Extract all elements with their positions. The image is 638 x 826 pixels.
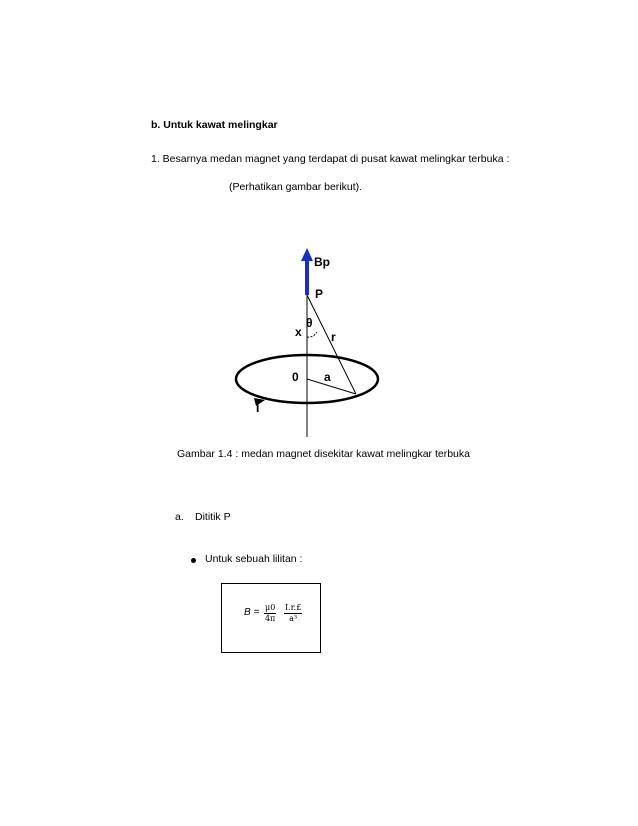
fraction-2-denominator: a³ xyxy=(289,614,298,623)
formula-fraction-2 xyxy=(284,603,302,624)
label-bp: Bp xyxy=(314,255,330,269)
label-p: P xyxy=(315,287,324,301)
fraction-1-numerator: μ0 xyxy=(265,603,276,612)
label-theta: θ xyxy=(306,316,313,330)
r-line xyxy=(307,295,356,394)
a-line xyxy=(307,379,356,394)
bullet-item: Untuk sebuah lilitan : xyxy=(205,553,303,565)
bullet-icon xyxy=(191,558,196,563)
list-item-a: Dititik P xyxy=(195,511,231,523)
formula-fraction-1 xyxy=(264,603,276,624)
formula-lhs: B = xyxy=(244,607,260,618)
section-heading: b. Untuk kawat melingkar xyxy=(151,119,278,131)
formula-box xyxy=(221,583,321,653)
bp-arrow-head xyxy=(301,248,313,261)
fraction-2-numerator: I.r.£ xyxy=(285,603,302,612)
item-1-text: 1. Besarnya medan magnet yang terdapat di pusat kawat melingkar terbuka : xyxy=(151,153,510,165)
label-x: x xyxy=(295,325,302,339)
label-r: r xyxy=(331,330,336,344)
magnetic-field-diagram xyxy=(225,240,395,440)
label-zero: 0 xyxy=(292,370,299,384)
label-a: a xyxy=(324,370,331,384)
figure-caption: Gambar 1.4 : medan magnet disekitar kawat melingkar terbuka xyxy=(177,448,470,460)
figure-note: (Perhatikan gambar berikut). xyxy=(229,181,363,193)
label-i: I xyxy=(256,401,260,415)
fraction-1-denominator: 4π xyxy=(264,614,276,623)
list-marker-a: a. xyxy=(175,511,184,523)
theta-arc xyxy=(307,332,317,337)
